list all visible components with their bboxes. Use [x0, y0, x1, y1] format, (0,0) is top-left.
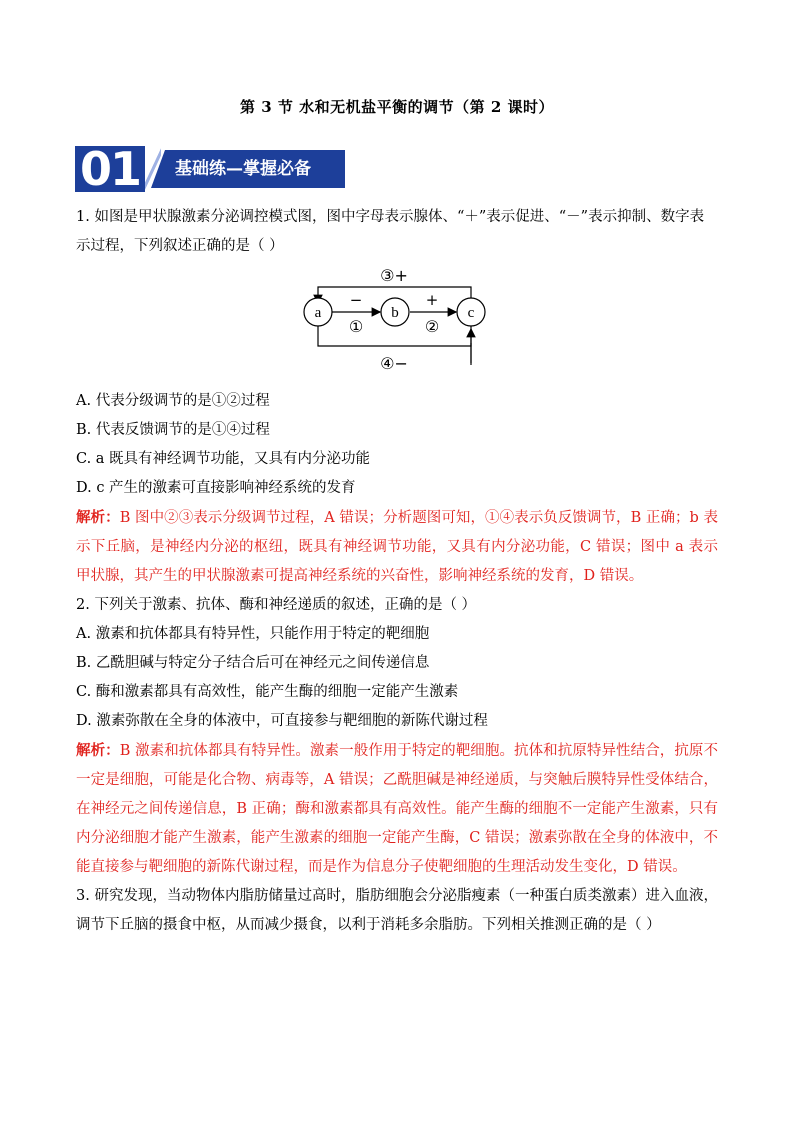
- node-c-label: c: [467, 305, 475, 321]
- banner-label: 基础练—掌握必备: [175, 159, 311, 179]
- process-3-label: ③+: [380, 266, 408, 285]
- banner-number: 01: [75, 146, 145, 192]
- process-4-label: ④−: [380, 354, 408, 373]
- question-2-option-d: D. 激素弥散在全身的体液中，可直接参与靶细胞的新陈代谢过程: [76, 713, 488, 729]
- question-2-analysis: [76, 736, 718, 882]
- question-1-option-a: A. 代表分级调节的是①②过程: [76, 393, 270, 409]
- analysis-label: 解析：: [76, 509, 120, 526]
- question-1-stem: 1. 如图是甲状腺激素分泌调控模式图，图中字母表示腺体、“＋”表示促进、“－”表示抑制、数字表示过程，下列叙述正确的是（ ）: [76, 209, 705, 254]
- sign-a-b: −: [349, 291, 363, 309]
- question-1-option-b: B. 代表反馈调节的是①④过程: [76, 422, 270, 438]
- section-banner: [75, 142, 345, 196]
- question-2-stem: 2. 下列关于激素、抗体、酶和神经递质的叙述，正确的是（ ）: [76, 597, 477, 613]
- process-1-label: ①: [348, 317, 364, 336]
- regulation-diagram: [301, 265, 497, 385]
- content: [76, 203, 718, 940]
- question-2-option-c: C. 酶和激素都具有高效性，能产生酶的细胞一定能产生激素: [76, 684, 459, 700]
- question-1-option-c: C. a 既具有神经调节功能，又具有内分泌功能: [76, 451, 371, 467]
- question-1-analysis: [76, 503, 718, 591]
- analysis-text: B 图中②③表示分级调节过程，A 错误；分析题图可知，①④表示负反馈调节，B 正确；b 表示下丘脑，是神经内分泌的枢纽，既具有神经调节功能，又具有内分泌功能，C 错误；图中 a 表示甲状腺，其产生的甲状腺激素可提高神经系统的兴奋性，影响神经系统的发育，D 错误。: [76, 510, 719, 584]
- question-1-option-d: D. c 产生的激素可直接影响神经系统的发育: [76, 480, 356, 496]
- sign-b-c: +: [425, 291, 439, 309]
- question-2-option-a: A. 激素和抗体都具有特异性，只能作用于特定的靶细胞: [76, 626, 430, 642]
- analysis-label: 解析：: [76, 742, 120, 759]
- question-3-stem: 3. 研究发现，当动物体内脂肪储量过高时，脂肪细胞会分泌脂瘦素（一种蛋白质类激素）进入血液，调节下丘脑的摄食中枢，从而减少摄食，以利于消耗多余脂肪。下列相关推测正确的是（ ）: [76, 888, 718, 933]
- node-b-label: b: [391, 305, 399, 321]
- node-a-label: a: [314, 305, 322, 321]
- question-1-figure: [76, 265, 718, 385]
- question-2-option-b: B. 乙酰胆碱与特定分子结合后可在神经元之间传递信息: [76, 655, 430, 671]
- process-2-label: ②: [424, 317, 440, 336]
- analysis-text: B 激素和抗体都具有特异性。激素一般作用于特定的靶细胞。抗体和抗原特异性结合，抗原不一定是细胞，可能是化合物、病毒等，A 错误；乙酰胆碱是神经递质，与突触后膜特异性受体结合，在神经元之间传递信息，B 正确；酶和激素都具有高效性。能产生酶的细胞不一定能产生激素，只有内分泌细胞才能产生激素，能产生激素的细胞一定能产生酶，C 错误；激素弥散在全身的体液中，不能直接参与靶细胞的新陈代谢过程，而是作为信息分子使靶细胞的生理活动发生变化，D 错误。: [76, 743, 719, 875]
- page-title: 第 3 节 水和无机盐平衡的调节（第 2 课时）: [240, 98, 554, 116]
